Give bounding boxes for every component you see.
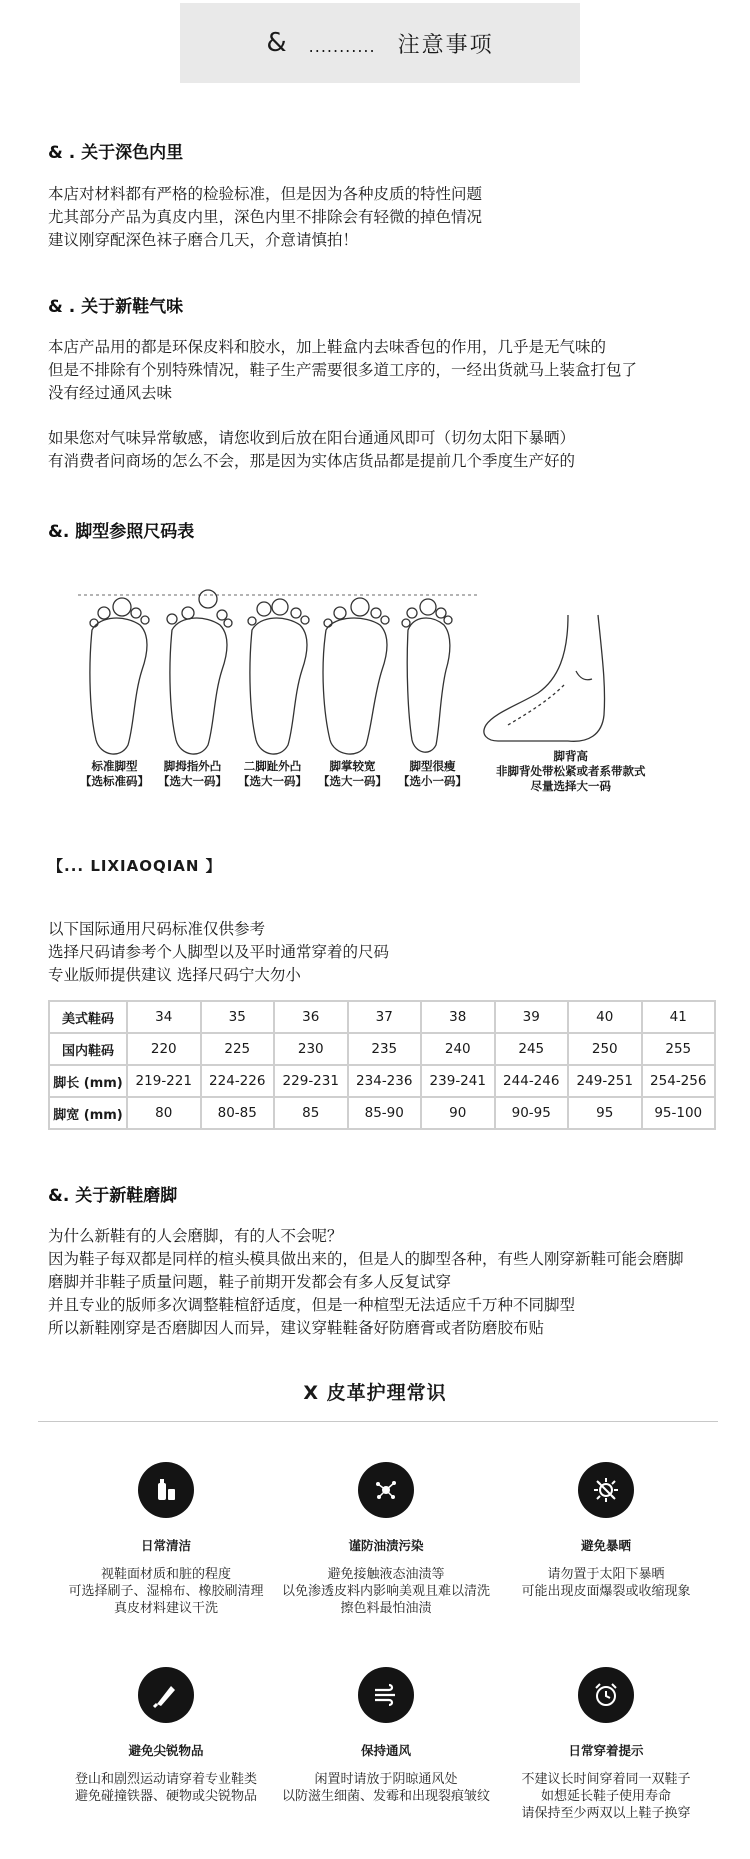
foot-type-name: 标准脚型: [91, 759, 138, 773]
care-item-title: 避免尖锐物品: [128, 1743, 204, 1758]
table-cell: 38: [421, 1001, 495, 1033]
table-cell: 34: [127, 1001, 201, 1033]
table-cell: 245: [495, 1033, 569, 1065]
instep-title: 脚背高: [553, 749, 588, 763]
text-line: 尤其部分产品为真皮内里，深色内里不排除会有轻微的掉色情况: [48, 208, 483, 226]
text-line: 闲置时请放于阴晾通风处: [314, 1772, 458, 1787]
text-line: 如想延长鞋子使用寿命: [540, 1789, 671, 1804]
section-foot-chart-title: &. 脚型参照尺码表: [48, 522, 195, 542]
care-ventilation: [266, 1667, 506, 1805]
table-row: [49, 1097, 715, 1129]
foot-type-name: 脚掌较宽: [329, 759, 376, 773]
table-cell: 90: [421, 1097, 495, 1129]
text-line: 建议刚穿配深色袜子磨合几天，介意请慎拍！: [48, 231, 359, 249]
care-avoid-sun: [486, 1462, 726, 1600]
section-odor-text-2: [48, 427, 575, 473]
section-odor-text: [48, 336, 637, 405]
row-header: 脚长 (mm): [49, 1065, 127, 1097]
table-row: [49, 1033, 715, 1065]
table-cell: 254-256: [642, 1065, 716, 1097]
table-cell: 35: [201, 1001, 275, 1033]
text-line: 为什么新鞋有的人会磨脚，有的人不会呢？: [48, 1227, 343, 1245]
table-cell: 90-95: [495, 1097, 569, 1129]
table-cell: 41: [642, 1001, 716, 1033]
brand-label: 【... LIXIAOQIAN 】: [48, 857, 222, 875]
foot-type-name: 脚拇指外凸: [163, 759, 222, 773]
foot-type-advice: 【选大一码】: [238, 774, 307, 788]
text-line: 有消费者问商场的怎么不会，那是因为实体店货品都是提前几个季度生产好的: [48, 452, 576, 470]
cleaning-bottles-icon: [138, 1462, 194, 1518]
instep-line: 非脚背处带松紧或者系带款式: [496, 764, 646, 778]
table-row: [49, 1065, 715, 1097]
wind-icon: [358, 1667, 414, 1723]
notice-header: [180, 3, 580, 83]
instep-note: [496, 749, 646, 794]
stain-splash-icon: [358, 1462, 414, 1518]
row-header: 脚宽 (mm): [49, 1097, 127, 1129]
care-item-title: 避免暴晒: [580, 1538, 631, 1553]
foot-shape-figure: [68, 575, 688, 795]
foot-type-name: 脚型很瘦: [409, 759, 456, 773]
care-item-title: 谨防油渍污染: [348, 1538, 424, 1553]
care-item-title: 日常穿着提示: [568, 1743, 644, 1758]
text-line: 磨脚并非鞋子质量问题，鞋子前期开发都会有多人反复试穿: [48, 1273, 452, 1291]
table-cell: 255: [642, 1033, 716, 1065]
care-item-desc: [266, 1566, 506, 1617]
foot-type-advice: 【选大一码】: [318, 774, 387, 788]
table-cell: 234-236: [348, 1065, 422, 1097]
leather-care-title: X 皮革护理常识: [303, 1382, 447, 1404]
table-cell: 37: [348, 1001, 422, 1033]
care-daily-wear: [486, 1667, 726, 1822]
text-line: 因为鞋子每双都是同样的楦头模具做出来的，但是人的脚型各种，有些人刚穿新鞋可能会磨脚: [48, 1250, 684, 1268]
text-line: 真皮材料建议干洗: [113, 1601, 218, 1616]
care-item-title: 保持通风: [360, 1743, 411, 1758]
header-title: 注意事项: [397, 32, 494, 58]
size-chart-table: [48, 1000, 716, 1130]
table-cell: 235: [348, 1033, 422, 1065]
table-cell: 225: [201, 1033, 275, 1065]
table-cell: 219-221: [127, 1065, 201, 1097]
table-cell: 240: [421, 1033, 495, 1065]
text-line: 可能出现皮面爆裂或收缩现象: [521, 1584, 691, 1599]
table-cell: 239-241: [421, 1065, 495, 1097]
text-line: 可选择刷子、湿棉布、橡胶刷清理: [68, 1584, 264, 1599]
table-cell: 220: [127, 1033, 201, 1065]
row-header: 美式鞋码: [49, 1001, 127, 1033]
section-dark-lining-text: [48, 183, 482, 252]
text-line: 避免接触液态油渍等: [327, 1567, 445, 1582]
care-item-desc: [486, 1566, 726, 1600]
section-odor-title: & . 关于新鞋气味: [48, 297, 184, 317]
table-cell: 244-246: [495, 1065, 569, 1097]
foot-type-second-toe: [238, 759, 307, 789]
care-item-desc: [46, 1566, 286, 1617]
section-chafing-title: &. 关于新鞋磨脚: [48, 1186, 178, 1206]
table-cell: 40: [568, 1001, 642, 1033]
section-chafing-text: [48, 1225, 684, 1340]
section-dark-lining-title: & . 关于深色内里: [48, 143, 184, 163]
table-cell: 250: [568, 1033, 642, 1065]
text-line: 但是不排除有个别特殊情况，鞋子生产需要很多道工序的，一经出货就马上装盒打包了: [48, 361, 638, 379]
table-cell: 80: [127, 1097, 201, 1129]
text-line: 选择尺码请参考个人脚型以及平时通常穿着的尺码: [48, 943, 390, 961]
row-header: 国内鞋码: [49, 1033, 127, 1065]
table-cell: 224-226: [201, 1065, 275, 1097]
text-line: 登山和剧烈运动请穿着专业鞋类: [74, 1772, 257, 1787]
foot-type-slim: [398, 759, 467, 789]
care-oil-stains: [266, 1462, 506, 1617]
text-line: 避免碰撞铁器、硬物或尖锐物品: [74, 1789, 257, 1804]
table-cell: 249-251: [568, 1065, 642, 1097]
text-line: 请勿置于太阳下暴晒: [547, 1567, 665, 1582]
foot-type-bunion: [158, 759, 227, 789]
divider: [38, 1421, 718, 1422]
text-line: 视鞋面材质和脏的程度: [100, 1567, 231, 1582]
table-cell: 39: [495, 1001, 569, 1033]
alarm-clock-icon: [578, 1667, 634, 1723]
table-row: [49, 1001, 715, 1033]
foot-type-advice: 【选小一码】: [398, 774, 467, 788]
text-line: 擦色料最怕油渍: [340, 1601, 432, 1616]
foot-type-wide: [318, 759, 387, 789]
care-daily-cleaning: [46, 1462, 286, 1617]
care-sharp-objects: [46, 1667, 286, 1805]
care-item-desc: [46, 1771, 286, 1805]
care-item-title: 日常清洁: [140, 1538, 191, 1553]
table-cell: 85: [274, 1097, 348, 1129]
instep-line: 尽量选择大一码: [530, 779, 611, 793]
text-line: 请保持至少两双以上鞋子换穿: [521, 1806, 691, 1821]
foot-type-advice: 【选标准码】: [80, 774, 149, 788]
table-cell: 95-100: [642, 1097, 716, 1129]
table-cell: 95: [568, 1097, 642, 1129]
foot-type-advice: 【选大一码】: [158, 774, 227, 788]
text-line: 本店产品用的都是环保皮料和胶水，加上鞋盒内去味香包的作用，几乎是无气味的: [48, 338, 607, 356]
care-item-desc: [266, 1771, 506, 1805]
text-line: 如果您对气味异常敏感，请您收到后放在阳台通通风即可（切勿太阳下暴晒）: [48, 429, 576, 447]
table-cell: 230: [274, 1033, 348, 1065]
table-cell: 80-85: [201, 1097, 275, 1129]
size-intro-text: [48, 918, 389, 987]
table-cell: 36: [274, 1001, 348, 1033]
text-line: 没有经过通风去味: [48, 384, 173, 402]
table-cell: 85-90: [348, 1097, 422, 1129]
foot-type-standard: [80, 759, 149, 789]
foot-type-name: 二脚趾外凸: [243, 759, 302, 773]
text-line: 不建议长时间穿着同一双鞋子: [521, 1772, 691, 1787]
text-line: 以防滋生细菌、发霉和出现裂痕皱纹: [281, 1789, 490, 1804]
knife-icon: [138, 1667, 194, 1723]
text-line: 以下国际通用尺码标准仅供参考: [48, 920, 266, 938]
no-sun-icon: [578, 1462, 634, 1518]
header-dots: ...........: [308, 36, 376, 56]
table-cell: 229-231: [274, 1065, 348, 1097]
text-line: 并且专业的版师多次调整鞋楦舒适度，但是一种楦型无法适应千万种不同脚型: [48, 1296, 576, 1314]
header-ampersand: &: [266, 28, 287, 58]
care-item-desc: [486, 1771, 726, 1822]
text-line: 专业版师提供建议 选择尺码宁大勿小: [48, 966, 301, 984]
text-line: 以免渗透皮料内影响美观且难以清洗: [281, 1584, 490, 1599]
text-line: 所以新鞋刚穿是否磨脚因人而异，建议穿鞋鞋备好防磨膏或者防磨胶布贴: [48, 1319, 545, 1337]
text-line: 本店对材料都有严格的检验标准，但是因为各种皮质的特性问题: [48, 185, 483, 203]
